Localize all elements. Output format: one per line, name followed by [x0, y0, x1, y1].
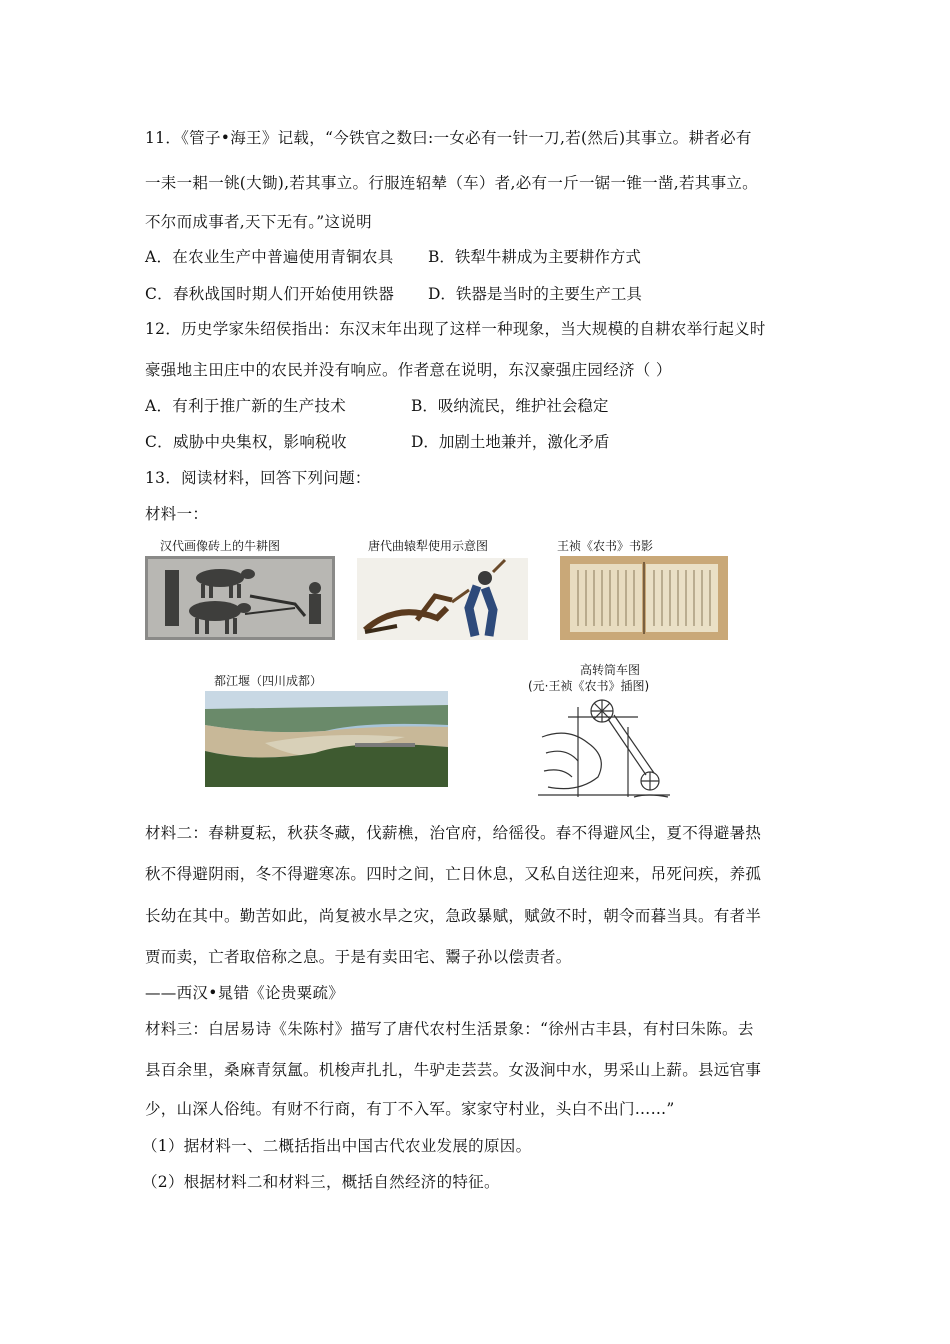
q11-stem-line3: 不尔而成事者,天下无有。”这说明: [145, 213, 372, 231]
q11-option-c: C．春秋战国时期人们开始使用铁器: [145, 285, 395, 303]
ox-plow-caption: 汉代画像砖上的牛耕图: [160, 539, 281, 553]
q11-stem-line1: 11．《管子•海王》记载，“今铁官之数曰:一女必有一针一刀,若(然后)其事立。耕者必有: [145, 129, 752, 147]
q11-option-a: A．在农业生产中普遍使用青铜农具: [145, 248, 394, 266]
q12-stem-line2: 豪强地主田庄中的农民并没有响应。作者意在说明，东汉豪强庄园经济（ ）: [145, 361, 672, 379]
material-2-line4: 贾而卖，亡者取倍称之息。于是有卖田宅、鬻子孙以偿责者。: [145, 948, 572, 966]
curved-plow-image: [357, 558, 528, 640]
dujiangyan-image: [205, 691, 448, 787]
material-2-line1: 材料二：春耕夏耘，秋获冬藏，伐薪樵，治官府，给徭役。春不得避风尘，夏不得避暑热: [145, 824, 762, 842]
material-1-label: 材料一：: [145, 505, 209, 523]
q12-stem-line1: 12．历史学家朱绍侯指出：东汉末年出现了这样一种现象，当大规模的自耕农举行起义时: [145, 320, 766, 338]
q12-option-d: D．加剧土地兼并，激化矛盾: [411, 433, 610, 451]
nongshu-book-caption: 王祯《农书》书影: [557, 539, 654, 553]
water-wheel-subcaption: (元·王祯《农书》插图): [528, 679, 650, 693]
q11-option-b: B．铁犁牛耕成为主要耕作方式: [428, 248, 641, 266]
q12-option-c: C．威胁中央集权，影响税收: [145, 433, 347, 451]
q13-intro: 13．阅读材料，回答下列问题：: [145, 469, 371, 487]
material-2-source: ——西汉•晁错《论贵粟疏》: [145, 984, 345, 1002]
material-3-line2: 县百余里，桑麻青氛氲。机梭声扎扎，牛驴走芸芸。女汲涧中水，男采山上薪。县远官事: [145, 1061, 762, 1079]
sub-question-2: （2）根据材料二和材料三，概括自然经济的特征。: [142, 1173, 500, 1191]
q11-stem-line2: 一耒一耜一铫(大锄),若其事立。行服连轺辇（车）者,必有一斤一锯一锥一凿,若其事立。: [145, 174, 758, 192]
q11-option-d: D．铁器是当时的主要生产工具: [428, 285, 642, 303]
nongshu-book-image: [560, 556, 728, 640]
material-2-line3: 长幼在其中。勤苦如此，尚复被水旱之灾，急政暴赋，赋敛不时，朝令而暮当具。有者半: [145, 907, 762, 925]
dujiangyan-caption: 都江堰（四川成都）: [214, 674, 323, 688]
water-wheel-caption: 高转筒车图: [580, 663, 641, 677]
curved-plow-caption: 唐代曲辕犁使用示意图: [368, 539, 489, 553]
material-3-line3: 少，山深人俗纯。有财不行商，有丁不入军。家家守村业，头白不出门……”: [145, 1100, 675, 1118]
q12-option-a: A．有利于推广新的生产技术: [145, 397, 347, 415]
material-3-line1: 材料三：白居易诗《朱陈村》描写了唐代农村生活景象：“徐州古丰县，有村曰朱陈。去: [145, 1020, 754, 1038]
sub-question-1: （1）据材料一、二概括指出中国古代农业发展的原因。: [142, 1137, 532, 1155]
material-2-line2: 秋不得避阴雨，冬不得避寒冻。四时之间，亡日休息，又私自送往迎来，吊死问疾，养孤: [145, 865, 762, 883]
ox-plow-image: [145, 556, 335, 640]
q12-option-b: B．吸纳流民，维护社会稳定: [411, 397, 609, 415]
water-wheel-image: [538, 697, 670, 801]
